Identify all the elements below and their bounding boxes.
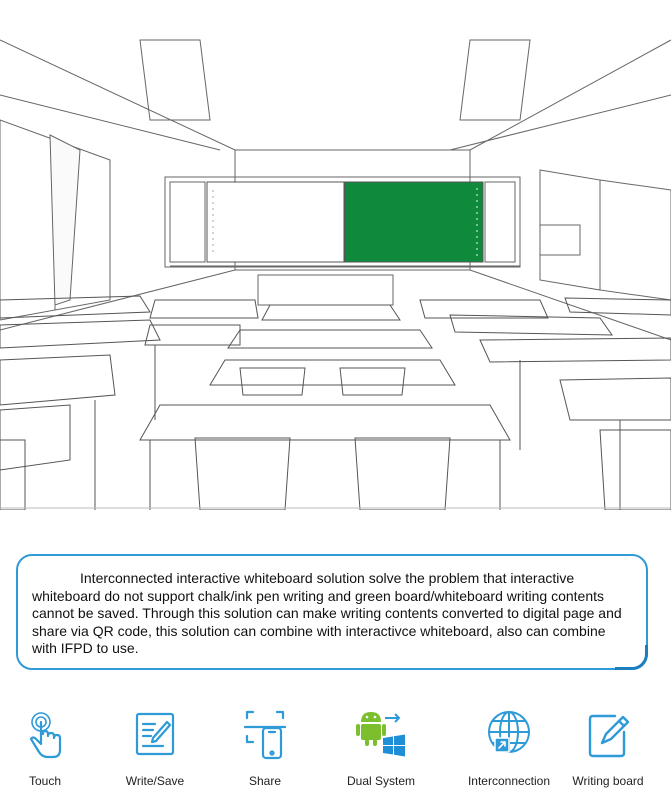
description-box — [16, 554, 648, 670]
feature-label-dual-system: Dual System — [346, 774, 416, 788]
feature-interconnection — [454, 708, 564, 788]
feature-list — [0, 708, 671, 800]
feature-label-interconnection: Interconnection — [467, 774, 551, 788]
interconnection-icon — [485, 708, 533, 760]
feature-touch — [0, 708, 100, 788]
touch-icon — [23, 708, 67, 760]
green-board — [345, 182, 483, 262]
feature-label-writing-board: Writing board — [572, 774, 644, 788]
dual-system-icon — [355, 708, 407, 760]
write-save-icon — [133, 708, 177, 760]
share-icon — [243, 708, 287, 760]
feature-dual-system — [326, 708, 436, 788]
feature-label-share: Share — [248, 774, 282, 788]
feature-share — [210, 708, 320, 788]
writing-board-icon — [585, 708, 631, 760]
feature-label-touch: Touch — [28, 774, 62, 788]
feature-writing-board — [553, 708, 663, 788]
feature-label-write-save: Write/Save — [125, 774, 185, 788]
description-text: Interconnected interactive whiteboard solution solve the problem that interactive whiteboard do not support chalk/ink pen writing and green board/whiteboard writing contents cannot be saved. Through this solution can make writing contents converted to digital page and share via QR code, this solution can combine with interactivce whiteboard, also can combine with IFPD to use. — [32, 570, 622, 656]
feature-write-save — [100, 708, 210, 788]
